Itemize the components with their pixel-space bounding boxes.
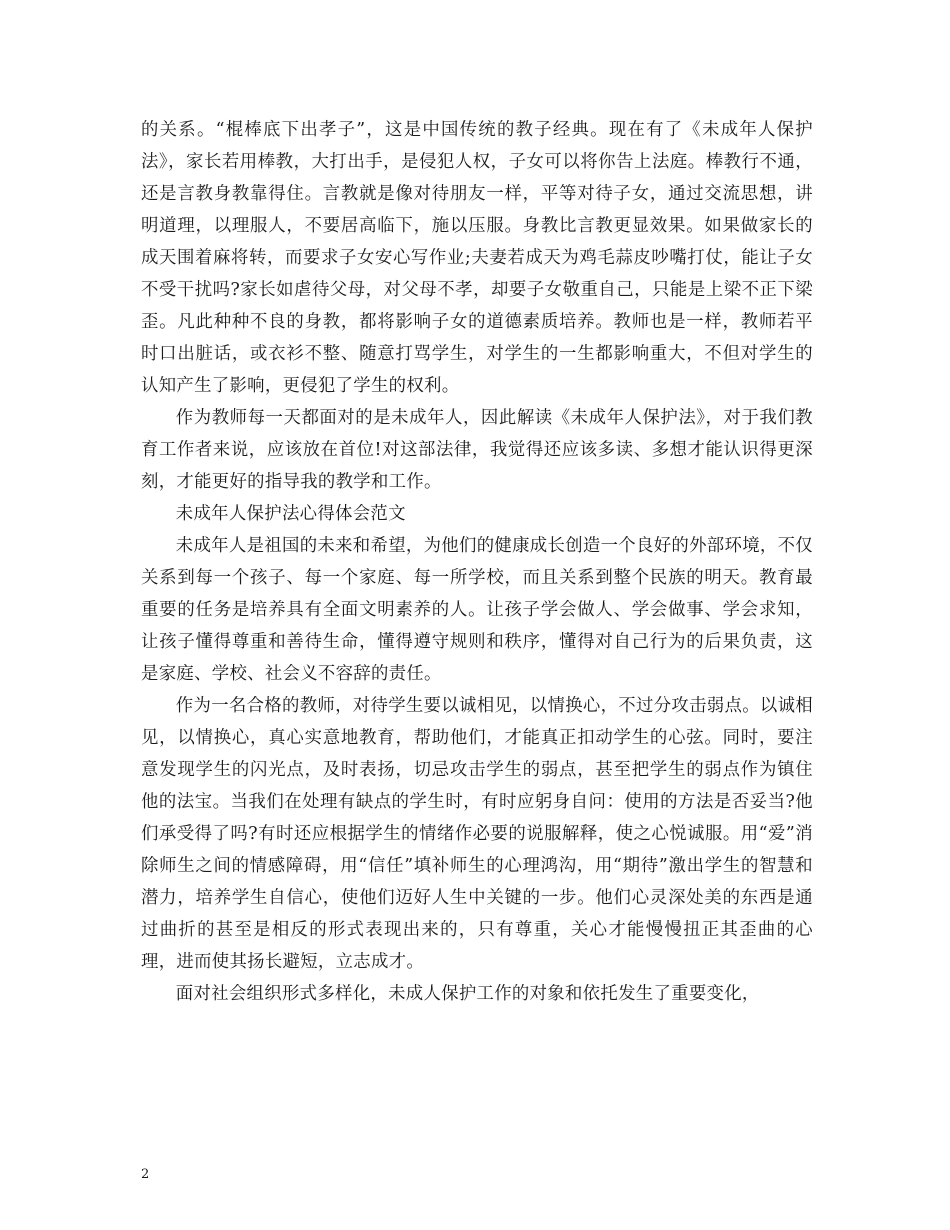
paragraph-2: 作为教师每一天都面对的是未成年人，因此解读《未成年人保护法》，对于我们教育工作者来说，应该放在首位!对这部法律，我觉得还应该多读、多想才能认识得更深刻，才能更好的指导我的教学和工作。 (141, 408, 813, 492)
paragraph-1: 的关系。“棍棒底下出孝子”，这是中国传统的教子经典。现在有了《未成年人保护法》，家长若用棒教，大打出手，是侵犯人权，子女可以将你告上法庭。棒教行不通，还是言教身教靠得住。言教就是像对待朋友一样，平等对待子女，通过交流思想，讲明道理，以理服人，不要居高临下，施以压服。身教比言教更显效果。如果做家长的成天围着麻将转，而要求子女安心写作业;夫妻若成天为鸡毛蒜皮吵嘴打仗，能让子女不受干扰吗?家长如虐待父母，对父母不孝，却要子女敬重自己，只能是上梁不正下梁歪。凡此种种不良的身教，都将影响子女的道德素质培养。教师也是一样，教师若平时口出脏话，或衣衫不整、随意打骂学生，对学生的一生都影响重大，不但对学生的认知产生了影响，更侵犯了学生的权利。 (141, 120, 813, 396)
page-number: 2 (141, 1167, 150, 1182)
section-heading: 未成年人保护法心得体会范文 (175, 504, 406, 524)
paragraph-4: 作为一名合格的教师，对待学生要以诚相见，以情换心，不过分攻击弱点。以诚相见，以情换心，真心实意地教育，帮助他们，才能真正扣动学生的心弦。同时，要注意发现学生的闪光点，及时表扬，切忌攻击学生的弱点，甚至把学生的弱点作为镇住他的法宝。当我们在处理有缺点的学生时，有时应躬身自问：使用的方法是否妥当?他们承受得了吗?有时还应根据学生的情绪作必要的说服解释，使之心悦诚服。用“爱”消除师生之间的情感障碍，用“信任”填补师生的心理鸿沟，用“期待”激出学生的智慧和潜力，培养学生自信心，使他们迈好人生中关键的一步。他们心灵深处美的东西是通过曲折的甚至是相反的形式表现出来的，只有尊重，关心才能慢慢扭正其歪曲的心理，进而使其扬长避短，立志成才。 (141, 696, 813, 972)
document-body (141, 114, 813, 1010)
paragraph-5: 面对社会组织形式多样化，未成人保护工作的对象和依托发生了重要变化， (175, 984, 760, 1004)
paragraph-3: 未成年人是祖国的未来和希望，为他们的健康成长创造一个良好的外部环境，不仅关系到每一个孩子、每一个家庭、每一所学校，而且关系到整个民族的明天。教育最重要的任务是培养具有全面文明素养的人。让孩子学会做人、学会做事、学会求知，让孩子懂得尊重和善待生命，懂得遵守规则和秩序，懂得对自己行为的后果负责，这是家庭、学校、社会义不容辞的责任。 (141, 536, 813, 684)
